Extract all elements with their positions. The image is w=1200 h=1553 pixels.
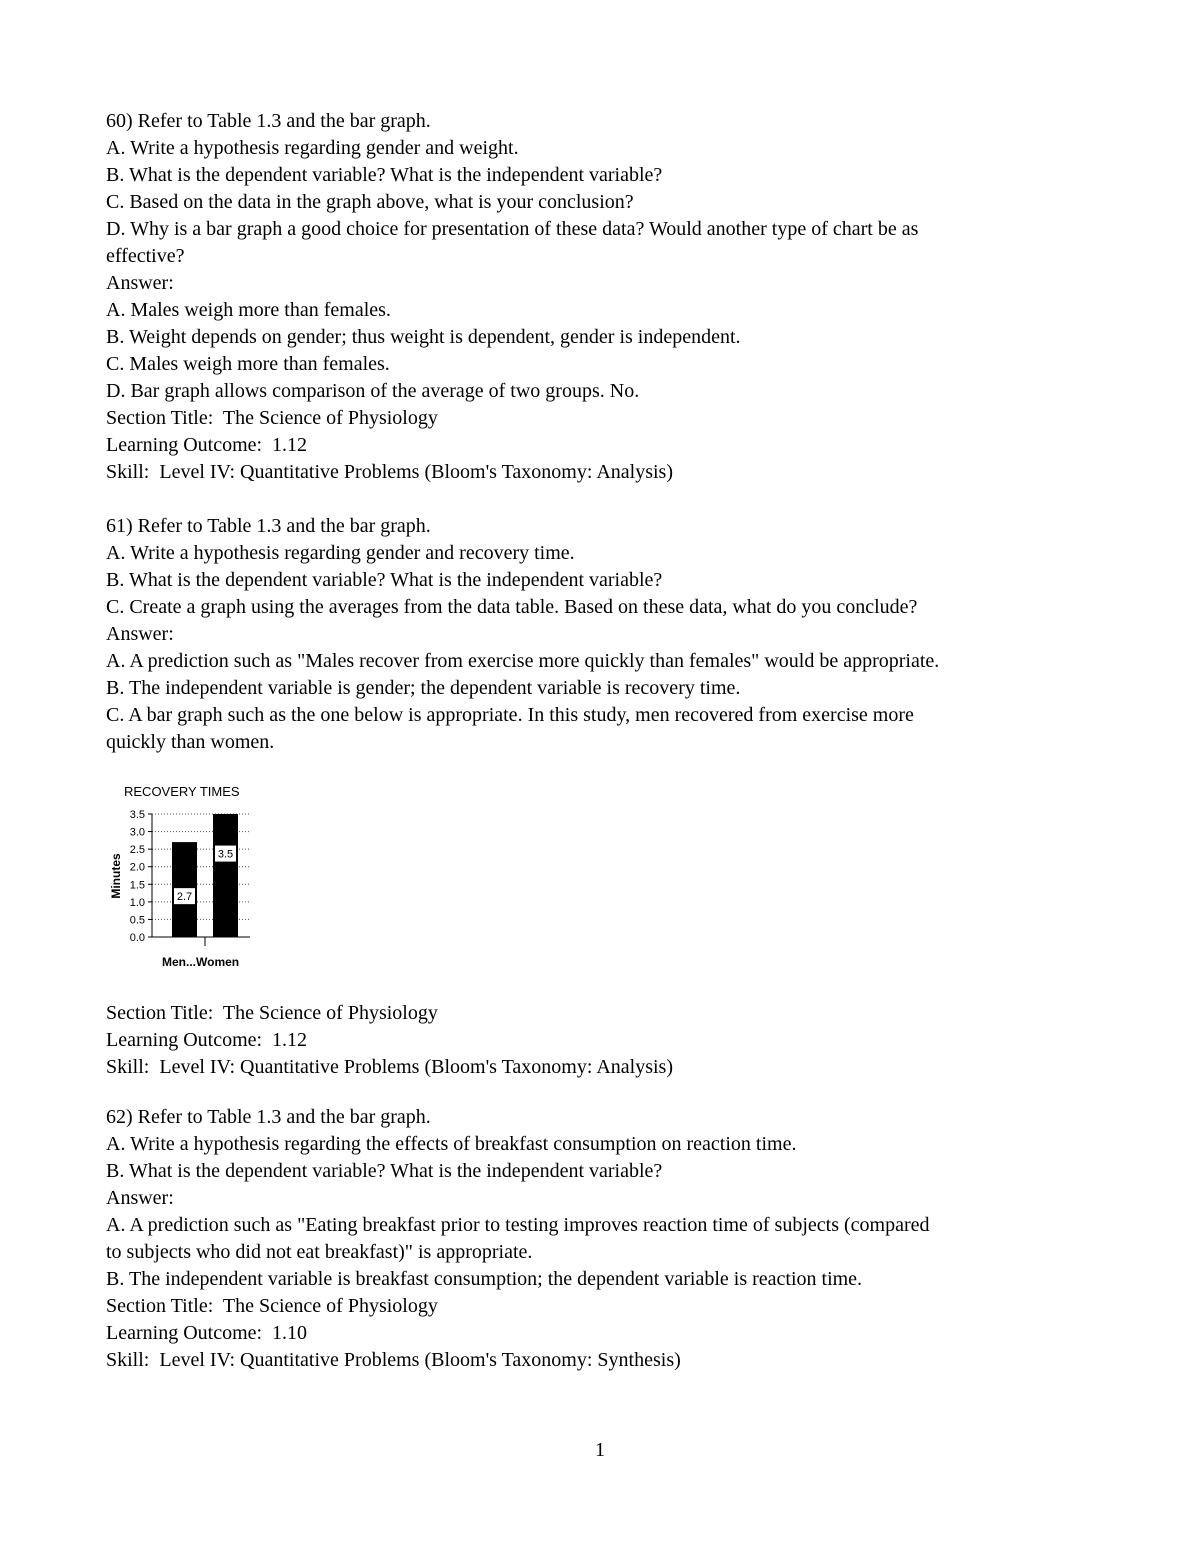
chart-y-axis-label: Minutes: [109, 853, 123, 899]
text-line: A. A prediction such as "Eating breakfast prior to testing improves reaction time of subjects (compared: [106, 1214, 930, 1236]
text-line: Section Title: The Science of Physiology: [106, 1002, 438, 1024]
text-line: A. A prediction such as "Males recover from exercise more quickly than females" would be appropriate.: [106, 650, 940, 672]
chart-y-tick-label: 2.0: [129, 861, 145, 874]
question-62: [106, 1104, 1106, 1374]
text-line: Answer:: [106, 272, 174, 294]
question-61-metadata: [106, 1000, 1106, 1081]
recovery-times-chart: [104, 780, 274, 975]
text-line: D. Bar graph allows comparison of the average of two groups. No.: [106, 380, 640, 402]
text-line: Answer:: [106, 623, 174, 645]
text-line: D. Why is a bar graph a good choice for presentation of these data? Would another type of chart be as: [106, 218, 919, 240]
text-line: effective?: [106, 245, 185, 267]
text-line: Learning Outcome: 1.12: [106, 434, 308, 456]
text-line: Skill: Level IV: Quantitative Problems (Bloom's Taxonomy: Analysis): [106, 1056, 673, 1078]
chart-y-tick-label: 0.0: [129, 932, 145, 944]
text-line: A. Write a hypothesis regarding gender and recovery time.: [106, 542, 575, 564]
chart-data-label: 2.7: [176, 891, 193, 904]
text-line: Section Title: The Science of Physiology: [106, 1295, 438, 1317]
question-61: [106, 513, 1106, 756]
text-line: Section Title: The Science of Physiology: [106, 407, 438, 429]
chart-bar-women: [213, 814, 238, 937]
text-line: Skill: Level IV: Quantitative Problems (Bloom's Taxonomy: Analysis): [106, 461, 673, 483]
chart-y-tick-label: 1.5: [129, 879, 145, 892]
chart-bars: [172, 814, 238, 937]
chart-y-tick-label: 3.0: [129, 826, 145, 839]
text-line: C. A bar graph such as the one below is appropriate. In this study, men recovered from exercise more: [106, 704, 914, 726]
chart-y-tick-label: 0.5: [129, 914, 145, 927]
question-60: [106, 108, 1106, 486]
chart-y-tick-label: 1.0: [129, 896, 145, 909]
text-line: to subjects who did not eat breakfast)" is appropriate.: [106, 1241, 533, 1263]
text-line: 60) Refer to Table 1.3 and the bar graph.: [106, 110, 431, 132]
chart-x-axis-label: Men...Women: [162, 955, 240, 969]
text-line: B. Weight depends on gender; thus weight is dependent, gender is independent.: [106, 326, 741, 348]
page-number: 1: [595, 1439, 605, 1461]
text-line: B. What is the dependent variable? What is the independent variable?: [106, 164, 663, 186]
text-line: 62) Refer to Table 1.3 and the bar graph.: [106, 1106, 431, 1128]
text-line: Skill: Level IV: Quantitative Problems (Bloom's Taxonomy: Synthesis): [106, 1349, 681, 1371]
text-line: quickly than women.: [106, 731, 275, 753]
text-line: A. Write a hypothesis regarding gender and weight.: [106, 137, 519, 159]
text-line: A. Write a hypothesis regarding the effects of breakfast consumption on reaction time.: [106, 1133, 797, 1155]
chart-title: RECOVERY TIMES: [124, 784, 240, 799]
text-line: B. The independent variable is gender; the dependent variable is recovery time.: [106, 677, 741, 699]
text-line: B. What is the dependent variable? What is the independent variable?: [106, 1160, 663, 1182]
text-line: C. Create a graph using the averages from the data table. Based on these data, what do you conclude?: [106, 596, 918, 618]
chart-y-tick-label: 2.5: [129, 844, 145, 857]
text-line: B. The independent variable is breakfast consumption; the dependent variable is reaction time.: [106, 1268, 863, 1290]
chart-data-label: 3.5: [217, 848, 234, 861]
text-line: Learning Outcome: 1.12: [106, 1029, 308, 1051]
chart-y-tick-label: 3.5: [129, 809, 145, 821]
text-line: C. Based on the data in the graph above, what is your conclusion?: [106, 191, 634, 213]
text-line: B. What is the dependent variable? What is the independent variable?: [106, 569, 663, 591]
text-line: Learning Outcome: 1.10: [106, 1322, 308, 1344]
text-line: Answer:: [106, 1187, 174, 1209]
text-line: 61) Refer to Table 1.3 and the bar graph.: [106, 515, 431, 537]
text-line: C. Males weigh more than females.: [106, 353, 390, 375]
text-line: A. Males weigh more than females.: [106, 299, 391, 321]
